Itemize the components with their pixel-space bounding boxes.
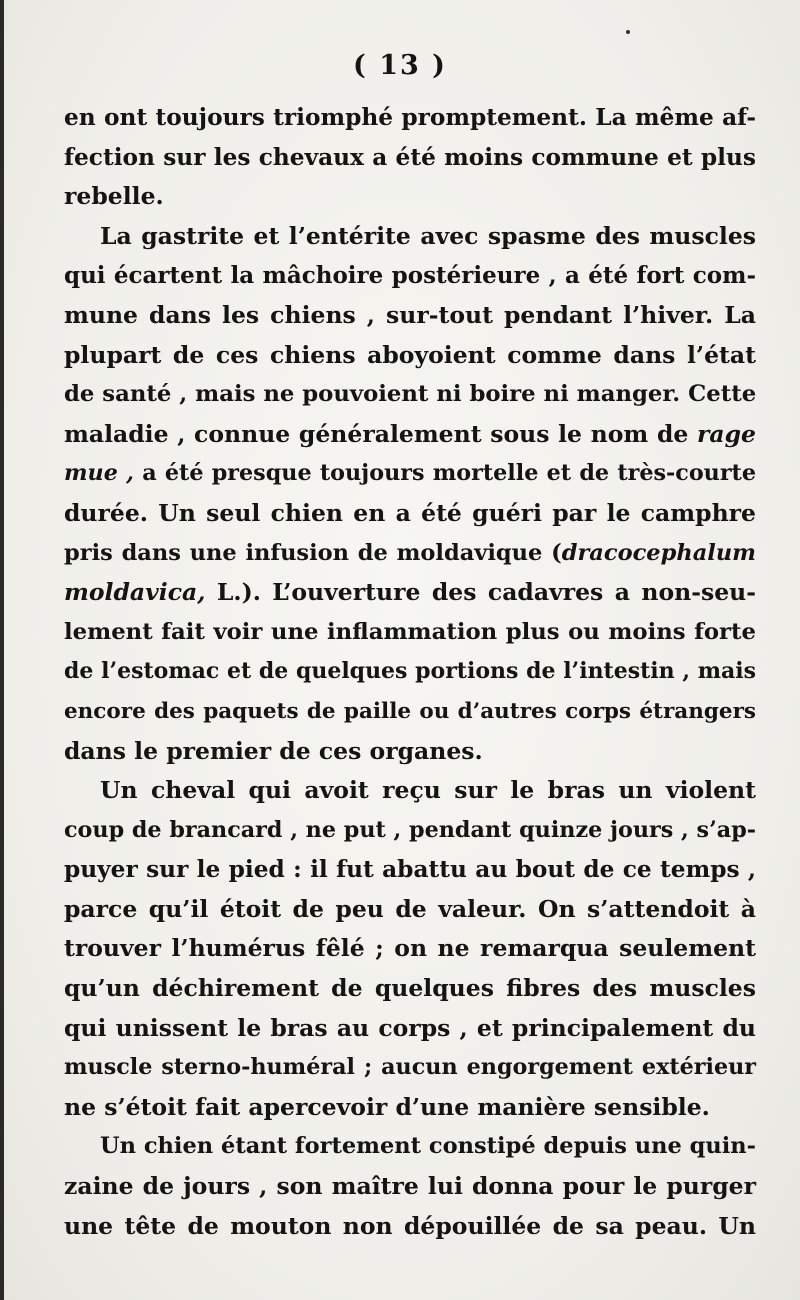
text-line — [64, 454, 756, 494]
text-segment: a été presque toujours mortelle et de très-courte — [142, 460, 756, 487]
text-line: qui écartent la mâchoire postérieure , a été fort com- — [64, 262, 756, 290]
text-line: puyer sur le pied : il fut abattu au bout de ce temps , — [64, 856, 756, 884]
text-line: La gastrite et l’entérite avec spasme des muscles — [100, 221, 756, 250]
italic-term: mue , — [64, 460, 134, 487]
text-line: de santé , mais ne pouvoient ni boire ni manger. Cette — [64, 381, 757, 408]
text-line: parce qu’il étoit de peu de valeur. On s’attendoit à — [64, 894, 756, 923]
text-segment: L.). L’ouverture des cadavres a non-seu- — [216, 578, 756, 607]
text-line: en ont toujours triomphé promptement. La même af- — [64, 104, 756, 131]
text-line: muscle sterno-huméral ; aucun engorgement extérieur — [64, 1054, 756, 1081]
text-line: coup de brancard , ne put , pendant quinze jours , s’ap- — [64, 816, 757, 843]
text-line: rebelle. — [64, 182, 164, 211]
body-text — [64, 98, 756, 1246]
italic-term: dracocephalum — [561, 539, 756, 566]
text-segment: maladie , connue généralement sous le nom de — [64, 419, 689, 448]
text-line: qu’un déchirement de quelques fibres des muscles — [64, 974, 756, 1003]
text-line: ne s’étoit fait apercevoir d’une manière sensible. — [64, 1092, 710, 1121]
text-segment: pris dans une infusion de moldavique ( — [64, 539, 562, 566]
text-line: Un cheval qui avoit reçu sur le bras un violent — [100, 776, 756, 805]
italic-term: rage — [697, 419, 756, 448]
text-line: zaine de jours , son maître lui donna pour le purger — [64, 1172, 756, 1201]
text-line: trouver l’humérus fêlé ; on ne remarqua seulement — [64, 934, 756, 963]
text-line — [64, 573, 756, 613]
text-line: Un chien étant fortement constipé depuis une quin- — [100, 1133, 756, 1160]
text-line: lement fait voir une inflammation plus ou moins forte — [64, 618, 756, 645]
page-number: ( 13 ) — [353, 50, 447, 81]
text-line: plupart de ces chiens aboyoient comme dans l’état — [64, 340, 756, 369]
ink-speck — [626, 30, 630, 34]
text-line — [64, 415, 756, 455]
text-line: fection sur les chevaux a été moins commune et plus — [64, 143, 756, 171]
text-line — [64, 534, 756, 574]
text-line: durée. Un seul chien en a été guéri par le camphre — [64, 498, 756, 527]
text-line: qui unissent le bras au corps , et principalement du — [64, 1013, 756, 1042]
text-line: une tête de mouton non dépouillée de sa peau. Un — [64, 1211, 756, 1240]
text-line: mune dans les chiens , sur-tout pendant l’hiver. La — [64, 300, 756, 329]
text-line: encore des paquets de paille ou d’autres corps étrangers — [64, 698, 756, 724]
text-line: de l’estomac et de quelques portions de l’intestin , mais — [64, 658, 756, 685]
scan-edge — [0, 0, 4, 1300]
italic-term: moldavica, — [64, 578, 206, 607]
text-line: dans le premier de ces organes. — [64, 736, 483, 765]
